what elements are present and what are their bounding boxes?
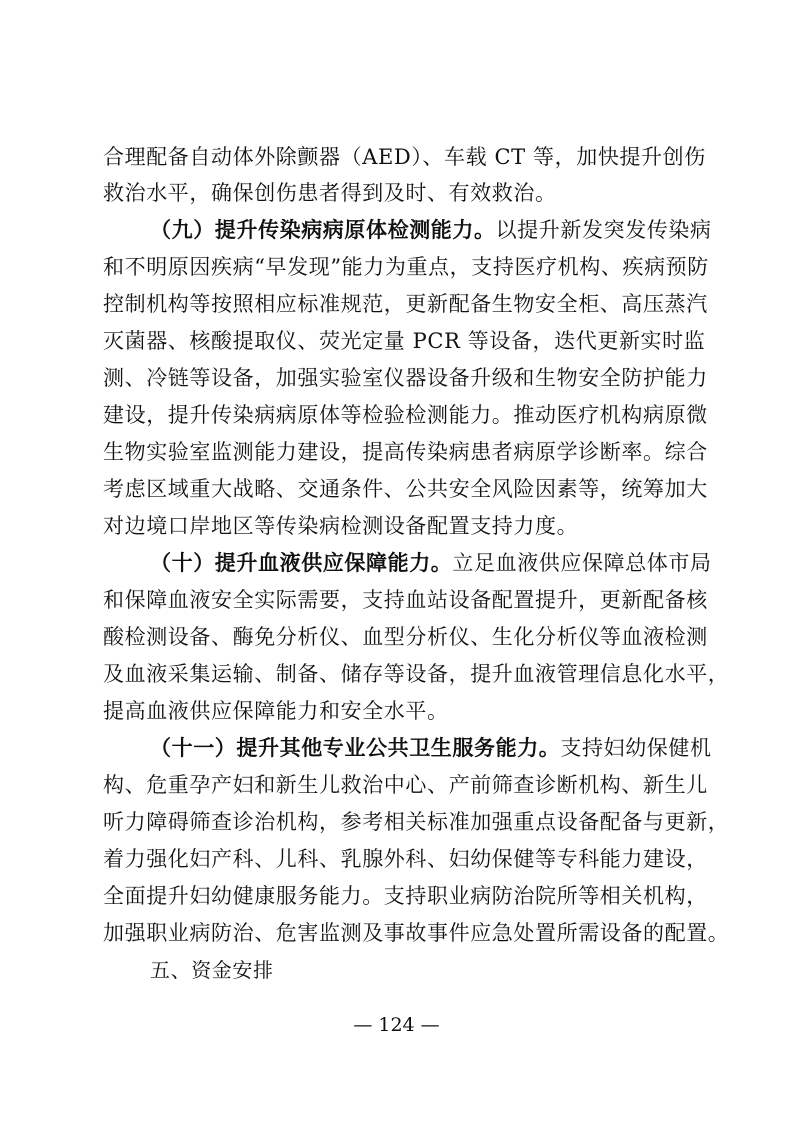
section-10-line-1: 和保障血液安全实际需要，支持血站设备配置提升，更新配备核: [103, 588, 708, 612]
section-11-first-line-text: 支持妇幼保健机: [560, 736, 712, 760]
section-11-title: （十一）提升其他专业公共卫生服务能力。: [150, 736, 561, 760]
section-11-line-1: 构、危重孕产妇和新生儿救治中心、产前筛查诊断机构、新生儿: [103, 773, 708, 797]
intro-line-1: 合理配备自动体外除颤器（AED）、车载 CT 等，加快提升创伤: [103, 145, 706, 169]
section-11-line-3: 着力强化妇产科、儿科、乳腺外科、妇幼保健等专科能力建设，: [103, 847, 708, 871]
section-10-line-3: 及血液采集运输、制备、储存等设备，提升血液管理信息化水平，: [103, 662, 730, 686]
page-number: — 124 —: [353, 1014, 440, 1036]
section-9-line-2: 控制机构等按照相应标准规范，更新配备生物安全柜、高压蒸汽: [103, 292, 708, 316]
section-10-first-line: [150, 548, 750, 578]
section-11-line-2: 听力障碍筛查诊治机构，参考相关标准加强重点设备配备与更新，: [103, 810, 730, 834]
section-9-line-6: 生物实验室监测能力建设，提高传染病患者病原学诊断率。综合: [103, 440, 708, 464]
intro-line-2: 救治水平，确保创伤患者得到及时、有效救治。: [103, 181, 557, 205]
section-11-line-5: 加强职业病防治、危害监测及事故事件应急处置所需设备的配置。: [103, 921, 730, 945]
section-9-line-7: 考虑区域重大战略、交通条件、公共安全风险因素等，统筹加大: [103, 477, 708, 501]
section-10-first-line-text: 立足血液供应保障总体市局: [452, 551, 712, 575]
section-10-line-2: 酸检测设备、酶免分析仪、血型分析仪、生化分析仪等血液检测: [103, 625, 708, 649]
section-9-line-5: 建设，提升传染病病原体等检验检测能力。推动医疗机构病原微: [103, 403, 708, 427]
section-10-title: （十）提升血液供应保障能力。: [150, 551, 453, 575]
section-9-line-4: 测、冷链等设备，加强实验室仪器设备升级和生物安全防护能力: [103, 366, 708, 390]
section-11-first-line: [150, 733, 750, 763]
section-9-first-line-text: 以提升新发突发传染病: [495, 218, 712, 242]
section-9-line-3: 灭菌器、核酸提取仪、荧光定量 PCR 等设备，迭代更新实时监: [103, 329, 706, 353]
section-9-line-8: 对边境口岸地区等传染病检测设备配置支持力度。: [103, 514, 579, 538]
section-heading-5: 五、资金安排: [150, 958, 274, 982]
section-10-line-4: 提高血液供应保障能力和安全水平。: [103, 699, 449, 723]
section-9-title: （九）提升传染病病原体检测能力。: [150, 218, 496, 242]
section-9-line-1: 和不明原因疾病“早发现”能力为重点，支持医疗机构、疾病预防: [103, 255, 709, 279]
section-11-line-4: 全面提升妇幼健康服务能力。支持职业病防治院所等相关机构，: [103, 884, 708, 908]
section-9-first-line: [150, 215, 750, 245]
